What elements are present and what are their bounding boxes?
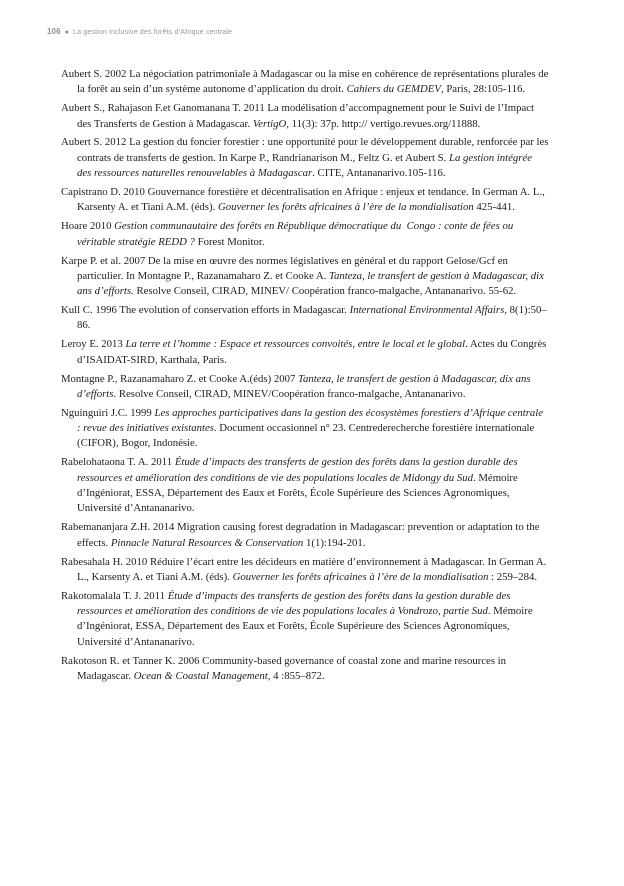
reference-text: Hoare 2010	[61, 220, 115, 233]
reference-text: Rabesahala H. 2010 Réduire l’écart entre les décideurs en matière d’environnement à Madagascar. In German A. L., Karsenty A. et Tiani A.M. (éds).	[61, 555, 550, 583]
reference-title-italic: Tanteza, le transfert de gestion à Madagascar, dix ans d’efforts	[77, 372, 534, 400]
reference-text: 425-441.	[473, 201, 515, 214]
reference-text: , 11(3): 37p. http:// vertigo.revues.org/11888.	[286, 117, 481, 130]
reference-text: Capistrano D. 2010 Gouvernance forestière et décentralisation en Afrique : enjeux et tendance. In German A. L., Karsenty A. et Tiani A.M. (éds).	[61, 186, 548, 214]
reference-title-italic: Gouverner les forêts africaines à l’ère de la mondialisation	[232, 570, 489, 583]
reference-entry	[61, 337, 549, 368]
reference-text: . Actes du Congrès d’ISAIDAT-SIRD, Karthala, Paris.	[77, 338, 550, 366]
reference-entry	[61, 589, 549, 650]
reference-title-italic: International Environmental Affairs	[349, 304, 505, 317]
reference-entry	[61, 101, 549, 132]
reference-title-italic: Cahiers du GEMDEV	[346, 83, 441, 96]
reference-entry	[61, 254, 549, 300]
reference-title-italic: La gestion intégrée des ressources naturelles renouvelables à Madagascar	[77, 151, 535, 180]
reference-entry	[61, 67, 552, 98]
reference-text: . Mémoire d’Ingéniorat, ESSA, Département des Eaux et Forêts, École Supérieure des Sciences Agronomiques, Université d’Antananarivo.	[77, 605, 536, 648]
reference-text: Rakotoson R. et Tanner K. 2006 Community-based governance of coastal zone and marine resources in Madagascar.	[61, 654, 509, 683]
reference-title-italic: Étude d’impacts des transferts de gestion des forêts dans la gestion durable des ressources et amélioration des conditions de vie des populations locales de Midongy du Sud	[77, 456, 521, 484]
reference-text: Forest Monitor.	[194, 235, 265, 248]
reference-text: Resolve Conseil, CIRAD, MINEV/ Coopération franco-malgache, Antananarivo. 55-62.	[133, 285, 517, 298]
reference-title-italic: Tanteza, le transfert de gestion à Madagascar, dix ans d’efforts.	[77, 269, 547, 298]
reference-text: Aubert S., Rahajason F.et Ganomanana T. 2011 La modélisation d’accompagnement pour le Suivi de l’Impact des Transferts de Gestion à Madagascar.	[61, 102, 537, 130]
running-header	[47, 27, 232, 36]
reference-text: . Document occasionnel n° 23. Centrederecherche forestière internationale (CIFOR), Bogor, Indonésie.	[77, 422, 537, 450]
reference-text: Aubert S. 2012 La gestion du foncier forestier : une opportunité pour le développement durable, renforcée par les contrats de transferts de gestion. In Karpe P., Randrianarison M., Feltz G. et Aubert S.	[61, 136, 552, 164]
page-number: 106	[47, 27, 61, 36]
reference-text: . Mémoire d’Ingéniorat, ESSA, Département des Eaux et Forêts, École Supérieure des Sciences Agronomiques, Université d’Antananarivo.	[77, 471, 521, 515]
reference-text: : 259–284.	[488, 570, 538, 583]
reference-text: Rabemananjara Z.H. 2014 Migration causing forest degradation in Madagascar: prevention or adaptation to the effects.	[61, 521, 543, 549]
reference-entry	[61, 185, 549, 216]
reference-text: Aubert S. 2002 La négociation patrimoniale à Madagascar ou la mise en cohérence de représentations plurales de la forêt au sein d’un système autonome d’application du droit.	[61, 68, 552, 96]
reference-text: , 4 :855–872.	[267, 670, 325, 683]
reference-entry	[61, 406, 549, 452]
reference-entry	[61, 555, 549, 586]
reference-text: Montagne P., Razanamaharo Z. et Cooke A.(éds) 2007	[61, 372, 299, 385]
reference-text: . Resolve Conseil, CIRAD, MINEV/Coopération franco-malgache, Antananarivo.	[113, 387, 466, 400]
running-title: La gestion inclusive des forêts d’Afrique centrale	[72, 27, 233, 36]
reference-title-italic: Gouverner les forêts africaines à l’ère de la mondialisation	[217, 201, 474, 214]
reference-entry	[61, 303, 549, 334]
reference-title-italic: Les approches participatives dans la gestion des écosystèmes forestiers d’Afrique centrale : revue des initiatives existantes	[77, 406, 546, 435]
reference-entry	[61, 520, 549, 551]
reference-text: 1(1):194-201.	[303, 536, 366, 549]
reference-entry	[61, 654, 549, 685]
header-bullet: ●	[64, 29, 69, 36]
reference-text: Rakotomalala T. J. 2011	[61, 589, 168, 602]
reference-list	[61, 67, 552, 688]
reference-text: , Paris, 28:105-116.	[440, 83, 526, 96]
reference-title-italic: Pinnacle Natural Resources & Conservation	[110, 536, 304, 549]
reference-text: Kull C. 1996 The evolution of conservation efforts in Madagascar.	[61, 304, 350, 317]
reference-text: Nguinguiri J.C. 1999	[61, 406, 155, 419]
reference-entry	[61, 372, 549, 403]
reference-text: , 8(1):50–86.	[77, 304, 547, 332]
reference-text: Rabelohataona T. A. 2011	[61, 456, 175, 469]
reference-title-italic: Ocean & Coastal Management	[133, 670, 268, 683]
reference-title-italic: La terre et l’homme : Espace et ressources convoités, entre le local et le global	[125, 338, 466, 351]
reference-text: . CITE, Antananarivo.105-116.	[312, 167, 446, 180]
reference-entry	[61, 219, 549, 250]
reference-text: Karpe P. et al. 2007 De la mise en œuvre des normes législatives en général et du rapport Gelose/Gcf en particulier. In Montagne P., Razanamaharo Z. et Cooke A.	[61, 254, 511, 282]
reference-title-italic: Étude d’impacts des transferts de gestion des forêts dans la gestion durable des ressources et amélioration des conditions de vie des populations locales à Vondrozo, partie Sud	[77, 589, 514, 618]
reference-title-italic: Gestion communautaire des forêts en République démocratique du Congo : conte de fées ou véritable stratégie REDD ?	[77, 220, 516, 248]
reference-entry	[61, 455, 549, 516]
reference-entry	[61, 135, 552, 181]
reference-text: Leroy E. 2013	[61, 338, 126, 351]
reference-title-italic: VertigO	[252, 117, 287, 130]
